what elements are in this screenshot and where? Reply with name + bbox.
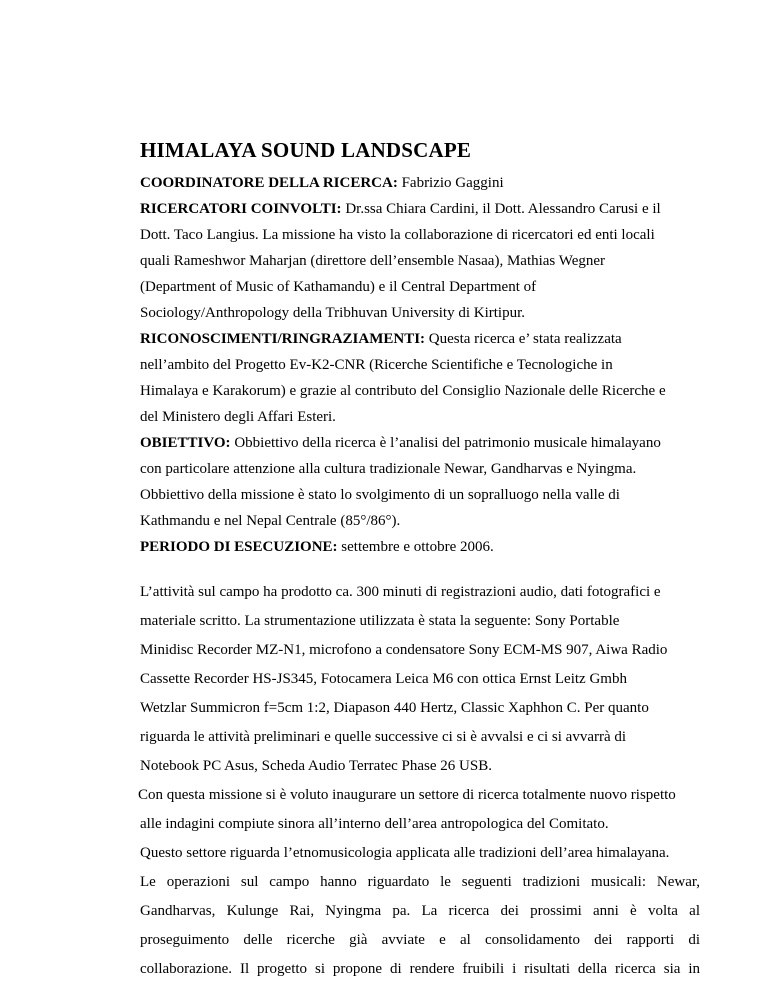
period-value: settembre e ottobre 2006. (337, 539, 494, 555)
objective-line-1 (140, 430, 700, 456)
paragraph-1-line-3: Minidisc Recorder MZ-N1, microfono a condensatore Sony ECM-MS 907, Aiwa Radio (140, 642, 668, 658)
coordinator-line (140, 170, 700, 196)
paragraph-1-line-2: materiale scritto. La strumentazione utilizzata è stata la seguente: Sony Portable (140, 613, 620, 629)
paragraph-1-line-7: Notebook PC Asus, Scheda Audio Terratec Phase 26 USB. (140, 758, 492, 774)
objective-text: Obbiettivo della ricerca è l’analisi del patrimonio musicale himalayano (230, 435, 661, 451)
acknowledgements-text: Questa ricerca e’ stata realizzata (425, 331, 622, 347)
researchers-line-5: Sociology/Anthropology della Tribhuvan University di Kirtipur. (140, 305, 525, 321)
paragraph-2-line-1: Con questa missione si è voluto inaugurare un settore di ricerca totalmente nuovo rispetto (138, 787, 676, 803)
objective-line-3: Obbiettivo della missione è stato lo svolgimento di un sopralluogo nella valle di (140, 487, 620, 503)
researchers-line-4: (Department of Music of Kathamandu) e il Central Department of (140, 279, 537, 295)
objective-line-2: con particolare attenzione alla cultura tradizionale Newar, Gandharvas e Nyingma. (140, 461, 637, 477)
acknowledgements-line-2: nell’ambito del Progetto Ev-K2-CNR (Ricerche Scientifiche e Tecnologiche in (140, 357, 613, 373)
researchers-text: Dr.ssa Chiara Cardini, il Dott. Alessandro Carusi e il (341, 201, 661, 217)
researchers-line-3: quali Rameshwor Maharjan (direttore dell’ensemble Nasaa), Mathias Wegner (140, 253, 606, 269)
acknowledgements-line-4: del Ministero degli Affari Esteri. (140, 409, 336, 425)
paragraph-1-line-6: riguarda le attività preliminari e quelle successive ci si è avvalsi e ci si avvarrà di (140, 729, 627, 745)
paragraph-2-line-4: Le operazioni sul campo hanno riguardato le seguenti tradizioni musicali: Newar, (140, 874, 700, 890)
researchers-line-2: Dott. Taco Langius. La missione ha visto la collaborazione di ricercatori ed enti locali (140, 227, 655, 243)
document-page (140, 0, 700, 994)
researchers-label: RICERCATORI COINVOLTI: (140, 201, 342, 217)
acknowledgements-line-3: Himalaya e Karakorum) e grazie al contributo del Consiglio Nazionale delle Ricerche e (140, 383, 666, 399)
body-text (140, 578, 700, 984)
paragraph-1-line-5: Wetzlar Summicron f=5cm 1:2, Diapason 440 Hertz, Classic Xaphhon C. Per quanto (140, 700, 649, 716)
paragraph-2-line-2: alle indagini compiute sinora all’interno dell’area antropologica del Comitato. (140, 816, 609, 832)
researchers-line-1 (140, 196, 700, 222)
project-info (140, 170, 700, 560)
paragraph-1-line-4: Cassette Recorder HS-JS345, Fotocamera Leica M6 con ottica Ernst Leitz Gmbh (140, 671, 627, 687)
acknowledgements-line-1 (140, 326, 700, 352)
period-label: PERIODO DI ESECUZIONE: (140, 539, 338, 555)
paragraph-2-line-7: collaborazione. Il progetto si propone di rendere fruibili i risultati della ricerca sia in (140, 961, 700, 977)
document-title: HIMALAYA SOUND LANDSCAPE (140, 138, 472, 162)
paragraph-1-line-1: L’attività sul campo ha prodotto ca. 300 minuti di registrazioni audio, dati fotografici e (140, 584, 661, 600)
objective-label: OBIETTIVO: (140, 435, 231, 451)
coordinator-value: Fabrizio Gaggini (397, 175, 504, 191)
paragraph-2-line-5: Gandharvas, Kulunge Rai, Nyingma pa. La ricerca dei prossimi anni è volta al (140, 903, 700, 919)
paragraph-2-line-3: Questo settore riguarda l’etnomusicologia applicata alle tradizioni dell’area himalayana. (140, 845, 670, 861)
objective-line-4: Kathmandu e nel Nepal Centrale (85°/86°). (140, 513, 401, 529)
paragraph-2-line-6: proseguimento delle ricerche già avviate e al consolidamento dei rapporti di (140, 932, 700, 948)
period-line (140, 534, 700, 560)
acknowledgements-label: RICONOSCIMENTI/RINGRAZIAMENTI: (140, 331, 426, 347)
coordinator-label: COORDINATORE DELLA RICERCA: (140, 175, 398, 191)
